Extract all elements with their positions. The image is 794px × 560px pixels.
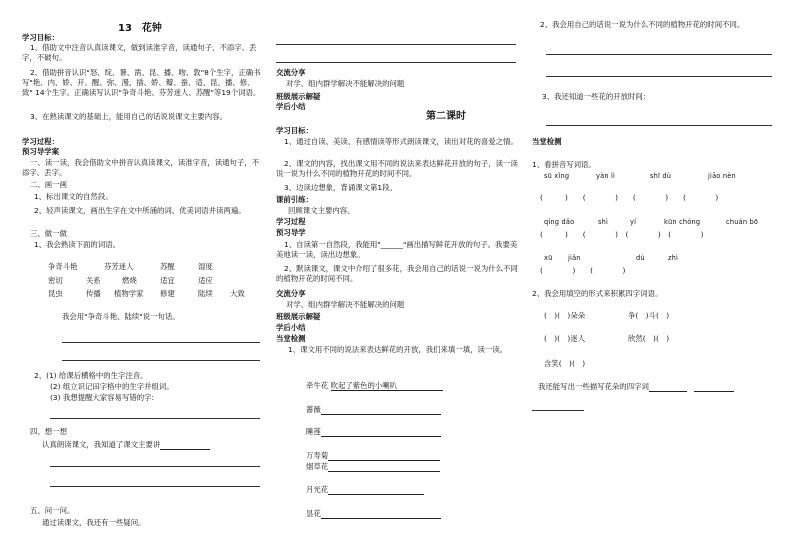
pinyin: xū [544,254,553,262]
column-3 [532,0,780,560]
fill-heading: 2、我会用填空的形式来积累四字词语。 [532,289,663,298]
flower-row: 月光花 [306,485,424,495]
answer-line[interactable] [546,54,772,55]
section-4-text: 认真朗读课文，我知道了课文主要讲 [42,440,210,450]
goals-heading: 学习目标： [22,33,59,42]
pinyin: shì [598,218,609,226]
answer-line[interactable] [276,44,516,45]
question-2-1: 2、(1) 给课后横格中的生字注音。 [34,371,148,380]
pinyin: yàn lì [596,172,616,180]
word: 修建 [160,289,175,298]
answer-blank[interactable] [694,382,734,392]
word: 关系 [86,276,101,285]
column-2 [276,0,528,560]
goals-heading: 学习目标： [276,126,313,135]
process-heading: 学习过程： [22,137,59,146]
word: 陆续 [198,289,213,298]
word: 燃烧 [122,276,137,285]
section-3-heading: 三、做一做 [30,229,67,238]
fill-item[interactable]: 含笑( )( ) [544,359,586,368]
word: 芬芳迷人 [104,262,134,271]
goal-1: 1、借助文中注音认真读课文，做到读准字音，读通句子，不添字、丢字，不破句。 [22,43,257,62]
answer-line[interactable] [546,125,772,126]
word: 密切 [48,276,63,285]
flower-answer[interactable] [321,509,441,519]
flower-row: 牵牛花 吹起了紫色的小喇叭 [306,381,443,391]
word: 争奇斗艳 [48,262,78,271]
flower-answer[interactable] [321,405,441,415]
prestudy-heading: 预习导学案 [22,147,59,156]
flower-answer[interactable] [328,485,424,495]
process-heading: 学习过程 [276,217,306,226]
prestudy-item-2: 2、默读课文，课文中介绍了很多花，我会用自己的话说一说为什么不同的植物开花的时间不同。 [276,264,518,283]
pinyin: zhì [668,254,679,262]
flower-row: 昙花 [306,509,441,519]
flower-answer[interactable]: 吹起了紫色的小喇叭 [331,381,443,391]
fill-item[interactable]: 欣然( )( ) [628,334,670,343]
answer-line[interactable] [62,360,260,361]
class-show-heading: 班级展示解疑 [276,92,321,101]
flower-row: 蔷薇 [306,405,441,415]
flower-answer[interactable] [328,462,440,472]
exchange-text: 对学、组内群学解决不能解决的问题 [286,79,405,88]
lesson-2-title: 第二课时 [426,111,466,122]
more-words-prompt: 我还能写出一些描写花朵的四字词 [538,382,734,392]
class-show-heading-2: 班级展示解疑 [276,312,321,321]
question-2: 2、我会用自己的话说一说为什么不同的植物开花的时间不同。 [540,20,745,29]
summary-heading-2: 学后小结 [276,323,306,332]
section-3-item-1: 1、我会熟读下面的词语。 [34,240,121,249]
flower-row: 睡莲 [306,427,441,437]
exchange-heading: 交流分享 [276,68,306,77]
pinyin: chuán bō [726,218,759,226]
flower-row: 烟草花 [306,462,440,472]
check-heading: 当堂检测 [532,137,562,146]
pinyin: jiāo nèn [708,172,736,180]
word: 湿度 [198,262,213,271]
section-4-heading: 四、想一想 [30,427,67,436]
fill-item[interactable]: ( )( )朵朵 [544,311,586,320]
word: 昆虫 [48,289,63,298]
pinyin: kūn chóng [664,218,701,226]
sentence-prompt: 我会用"争奇斗艳、陆续"说一句话。 [62,312,180,321]
pinyin-answer-boxes[interactable]: ( ) ( ) ( ) ( ) [540,230,704,239]
goal-2: 2、借助拼音认识"怒、绽、暑、凿、昆、播、吻、敦"8个生字，正确书写"艳、内、娇、开、醒、弥、漫、插、娇、瓣、蚕、适、昆、播、修、致" 14个生字。正确读写认识"争奇斗艳、芬芳迷人、苏醒"等19个词语。 [22,68,261,97]
word: 大致 [230,289,245,298]
prestudy-item-1: 1、自读第一自然段，我能用"______"画出描写鲜花开放的句子。我要美美地读一读，读出边想象。 [276,240,518,259]
goal-3: 3、在熟读课文的基础上，能用自己的话说说课文主要内容。 [30,112,227,121]
answer-line[interactable] [62,342,260,343]
answer-line[interactable] [276,62,516,63]
word: 适应 [198,276,213,285]
pinyin: qíng dǎo [544,218,575,226]
goal-3: 3、边读边想象，背诵课文第1段。 [284,183,397,192]
section-5-heading: 五、问一问。 [30,506,75,515]
prestudy-heading: 预习导学 [276,228,306,237]
section-2-item-1: 1、标出课文的自然段。 [34,192,113,201]
pinyin: dú [636,254,645,262]
answer-line[interactable] [546,76,772,77]
summary-heading: 学后小结 [276,102,306,111]
fill-item[interactable]: 争( )斗( ) [628,311,670,320]
flower-row: 万寿菊 [306,451,440,461]
answer-line[interactable] [50,466,260,467]
goal-2: 2、课文的内容，找出课文用不同的说法来表达鲜花开放的句子，读一读 说一说为什么不同的植物开花的时间不同。 [276,159,518,178]
word: 植物学家 [114,289,144,298]
column-1 [22,0,266,560]
word: 适宜 [160,276,175,285]
section-2-heading: 二、画一画 [30,180,67,189]
section-2-item-2: 2、轻声读课文，画出生字在文中所涌的词、优美词语并读两遍。 [34,206,246,215]
answer-line[interactable] [50,418,260,419]
question-2-2: (2) 组立识记田字格中的生字并组词。 [50,382,174,391]
pinyin-heading: 1、看拼音写词语。 [532,160,596,169]
word: 苏醒 [160,262,175,271]
review-text: 回顾课文主要内容。 [288,206,355,215]
flower-answer[interactable] [328,451,440,461]
answer-line[interactable] [50,486,260,487]
pinyin: shī dù [650,172,672,180]
pinyin: yí [630,218,637,226]
review-heading: 课前引练： [276,195,313,204]
question-3: 3、我还知道一些花的开放时间： [542,92,651,101]
lesson-title: 13 花钟 [118,23,162,34]
flower-answer[interactable] [321,427,441,437]
section-5-text: 通过读课文，我还有一些疑问。 [42,518,146,527]
exchange-text-2: 对学、组内群学解决不能解决的问题 [286,300,405,309]
question-2-3: (3) 我想提醒大家容易写错的字: [50,393,154,402]
exchange-heading-2: 交流分享 [276,289,306,298]
word: 传播 [86,289,101,298]
answer-blank[interactable] [160,440,210,450]
check-heading: 当堂检测 [276,334,306,343]
pinyin: sū xǐng [544,172,570,180]
answer-blank[interactable] [649,382,687,392]
answer-line[interactable] [532,410,584,411]
pinyin-answer-boxes[interactable]: ( ) ( ) ( ) ( ) [540,193,719,202]
pinyin-answer-boxes[interactable]: ( ) ( ) [540,266,626,275]
fill-item[interactable]: ( )( )迷人 [544,334,586,343]
prestudy-item-1: 一、读一读，我会借助文中拼音认真读课文，读准字音，读通句子，不添字、丢字。 [22,158,260,177]
check-question-1: 1、课文用不同的说法来表达鲜花的开放，我们来填一填，读一读。 [288,345,508,354]
pinyin: jiǎn [568,254,581,262]
goal-1: 1、通过自读、美读、有感情读等形式朗读课文，读出对花的喜爱之情。 [284,137,518,146]
